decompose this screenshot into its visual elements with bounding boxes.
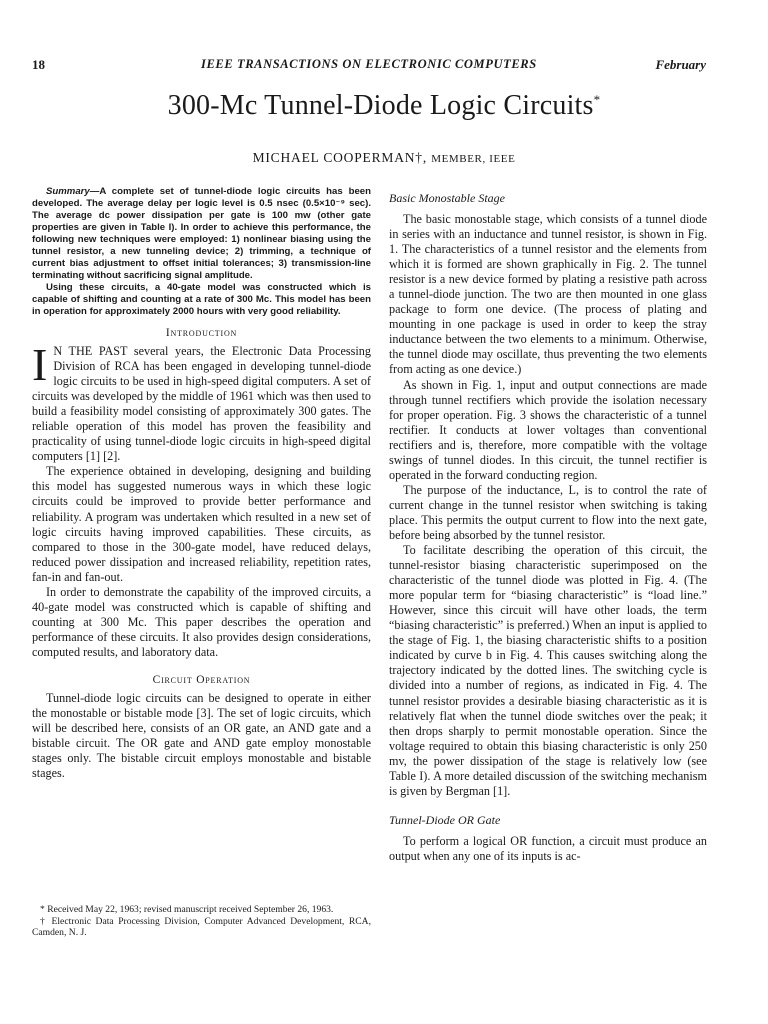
or-gate-body xyxy=(389,834,707,864)
running-header-month: February xyxy=(655,57,706,72)
circuit-operation-body xyxy=(32,691,371,781)
subsection-heading-or-gate: Tunnel-Diode OR Gate xyxy=(389,812,501,827)
intro-text-1: N THE PAST several years, the Electronic Data Processing Division of RCA has been engaged in developing tunnel-diode logic circuits to be used in high-speed digital computers. A set of circuits was developed by the middle of 1961 which was then used to build a feasibility model consisting of approximately 300 gates. The reliable operation of this model has proven the feasibility and practicality of using tunnel-diode logic circuits in high-speed digital computers [1] [2]. xyxy=(32,344,371,464)
author-membership: MEMBER, IEEE xyxy=(431,153,516,165)
monostable-paragraph-3: The purpose of the inductance, L, is to control the rate of current change in the tunnel resistor when switching is taking place. This permits the output current to flow into the next gate, before being absorbed by the tunnel resistor. xyxy=(389,482,707,542)
summary-lead: Summary xyxy=(46,186,90,197)
section-heading-introduction: Introduction xyxy=(165,327,238,339)
title-text: 300-Mc Tunnel-Diode Logic Circuits xyxy=(167,90,594,121)
left-column xyxy=(32,186,371,781)
footnote-affiliation: † Electronic Data Processing Division, Computer Advanced Development, RCA, Camden, N. J. xyxy=(32,915,371,939)
page-number: 18 xyxy=(32,57,45,72)
drop-cap: I xyxy=(32,339,48,390)
introduction-body xyxy=(32,339,371,660)
title-footnote-mark: * xyxy=(593,92,601,107)
summary-text-1: —A complete set of tunnel-diode logic circuits has been developed. The average delay per logic level is 0.5 nsec (0.5×10⁻⁹ sec). The average dc power dissipation per gate is 100 mw (other gate properties are given in Table I). In order to achieve this performance, the following new techniques were employed: 1) nonlinear biasing using the tunnel resistor, a new tunneling device; 2) trimming, a technique of current bias adjustment to offset initial tolerances; 3) transmission-line terminating without sacrificing signal amplitude. xyxy=(32,186,371,281)
circuit-operation-paragraph-1: Tunnel-diode logic circuits can be designed to operate in either the monostable or bistable mode [3]. The set of logic circuits, which will be described here, consists of an OR gate, an AND gate and a bistable circuit. The OR gate and AND gate employ monostable stages only. The bistable circuit employs monostable and bistable stages. xyxy=(32,690,371,781)
summary-paragraph-2: Using these circuits, a 40-gate model was constructed which is capable of shifting and counting at a rate of 300 Mc. This model has been in operation for approximately 2000 hours with very good reliability. xyxy=(32,282,371,317)
author-line xyxy=(0,150,768,166)
monostable-paragraph-4: To facilitate describing the operation of this circuit, the tunnel-resistor biasing characteristic superimposed on the characteristic of the tunnel diode was plotted in Fig. 4. (The more popular term for “biasing characteristic” is “load line.” However, since this circuit will have other loads, the term “biasing characteristic” is preferred.) When an input is applied to the stage of Fig. 1, the biasing characteristic shifts to a position indicated by curve b in Fig. 4. This causes switching along the trajectory indicated by the dotted lines. The switching cycle is divided into a number of regions, as indicated in Fig. 4. The tunnel resistor provides a desirable biasing characteristic as it is relatively flat when the tunnel diode switches over the peak; it then drops sharply to permit monostable operation. Since the voltage required to obtain this biasing characteristic is only 250 mv, the power dissipation of the stage is relatively low (see Table I). A more detailed discussion of the switching mechanism is given by Bergman [1]. xyxy=(389,543,707,798)
section-heading-circuit-operation: Circuit Operation xyxy=(152,673,251,686)
monostable-paragraph-2: As shown in Fig. 1, input and output connections are made through tunnel rectifiers which provide the isolation necessary for proper operation. Fig. 3 shows the characteristic of a tunnel rectifier. It conducts at lower voltages than conventional rectifiers and is, therefore, more compatible with the voltage swings of tunnel diodes. In this circuit, the tunnel rectifier is operated in the forward conducting region. xyxy=(389,377,707,482)
or-gate-paragraph-1: To perform a logical OR function, a circuit must produce an output when any one of its inputs is ac- xyxy=(389,833,707,863)
monostable-paragraph-1: The basic monostable stage, which consists of a tunnel diode in series with an inductance and tunnel resistor, is shown in Fig. 1. The characteristics of a tunnel resistor and the elements from which it is formed are shown graphically in Fig. 2. The tunnel resistor is a new device formed by plating a resistive path across a tunnel-diode junction. The two are then mounted in one glass package to form one device. (The process of plating and mounting in one package is used in order to keep the stray inductance between the two elements to a minimum. Otherwise, the tunnel diode may oscillate, thus preventing the two elements from acting as one device.) xyxy=(389,212,707,377)
running-header-journal: IEEE TRANSACTIONS ON ELECTRONIC COMPUTERS xyxy=(201,57,537,71)
right-column xyxy=(389,191,707,864)
basic-monostable-body xyxy=(389,212,707,799)
footnote-received: * Received May 22, 1963; revised manuscript received September 26, 1963. xyxy=(40,904,334,915)
summary-abstract xyxy=(32,186,371,318)
footnotes xyxy=(32,904,371,939)
summary-paragraph-1 xyxy=(32,186,371,282)
paper-title xyxy=(0,90,768,122)
intro-paragraph-2: The experience obtained in developing, designing and building this model has suggested numerous ways in which these logic circuits could be improved to provide better performance and reliability. A program was undertaken which resulted in a new set of logic circuits having improved capabilities. These circuits, as compared to those in the 300-gate model, have reduced delays, reduced power dissipation and increased reliability, repetition rates, fan-in and fan-out. xyxy=(32,464,371,584)
intro-paragraph-3: In order to demonstrate the capability of the improved circuits, a 40-gate model was constructed which is capable of shifting and counting at 300 Mc. This paper describes the operation and performance of these circuits. It also provides design considerations, computed results, and laboratory data. xyxy=(32,584,371,659)
author-name: MICHAEL COOPERMAN†, xyxy=(252,150,428,165)
intro-paragraph-1 xyxy=(32,339,371,464)
subsection-heading-basic-monostable: Basic Monostable Stage xyxy=(389,191,505,205)
